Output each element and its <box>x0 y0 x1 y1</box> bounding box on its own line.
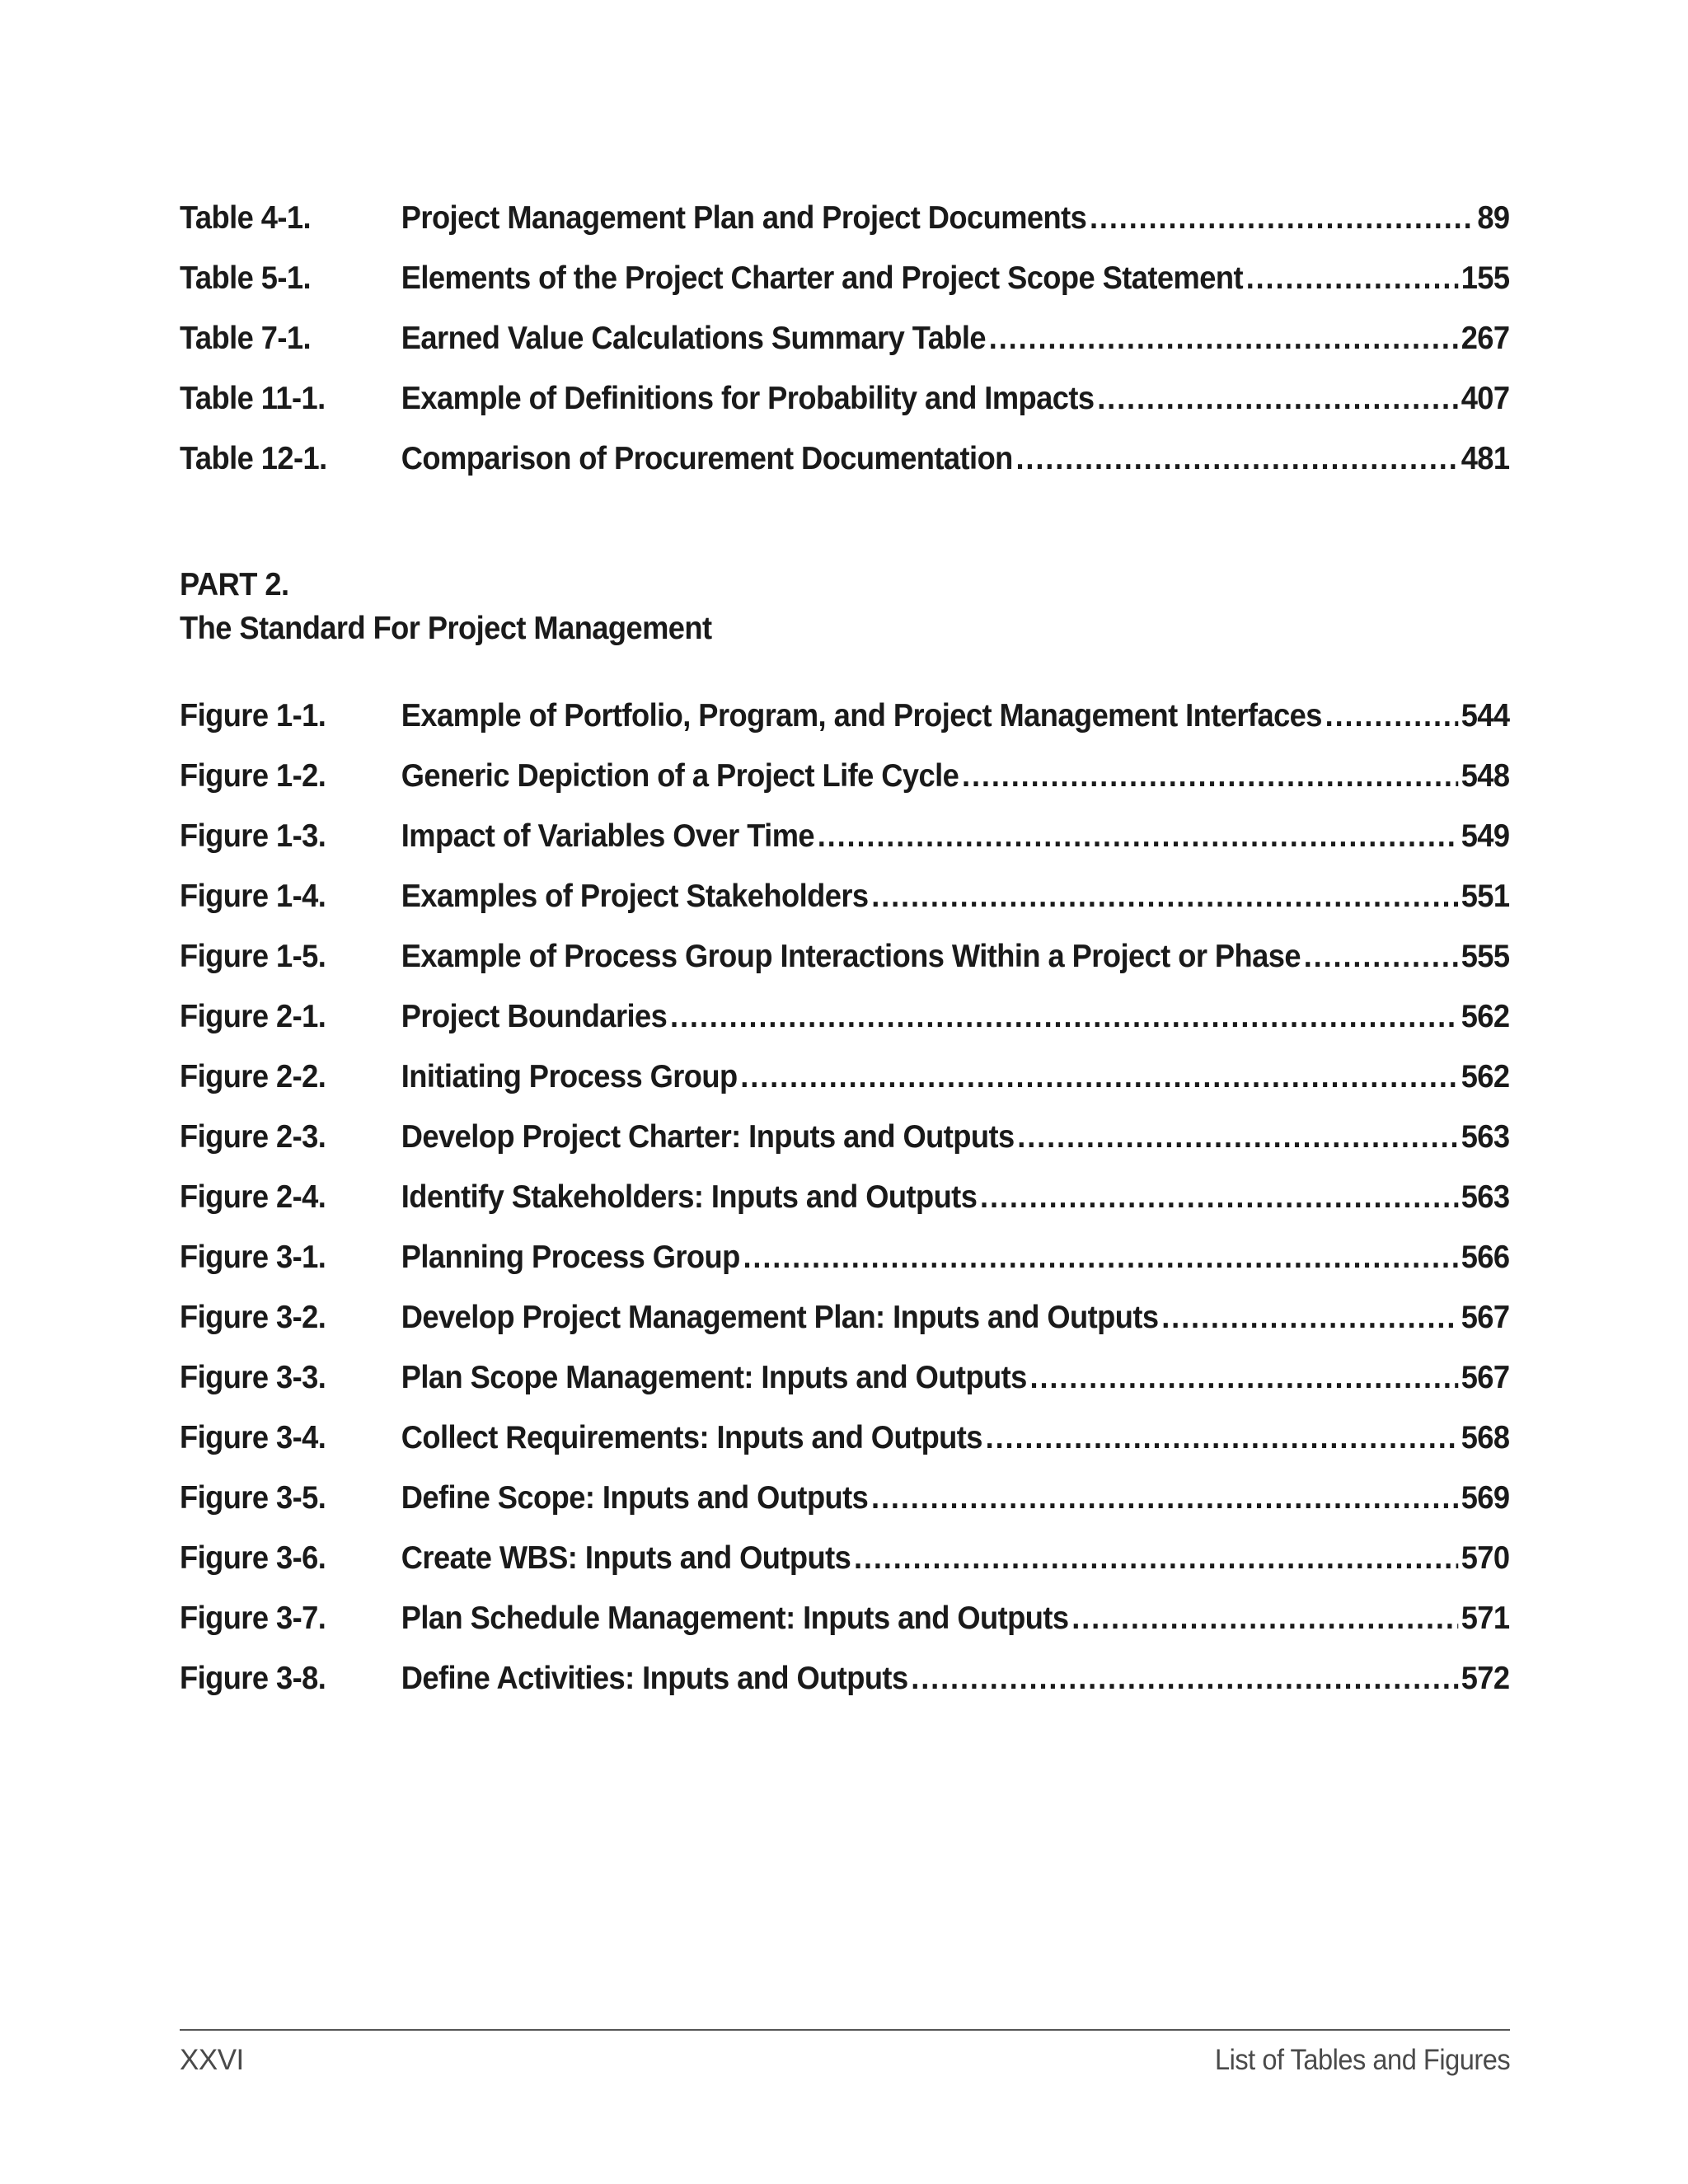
dot-leader <box>818 806 1458 866</box>
footer-page-numeral: XXVI <box>180 2044 244 2076</box>
figures-list <box>180 686 1510 1708</box>
entry-title: Plan Scope Management: Inputs and Outputs <box>401 1360 1027 1395</box>
entry-title: Planning Process Group <box>401 1240 740 1275</box>
part-number: PART 2. <box>180 567 289 602</box>
entry-title: Comparison of Procurement Documentation <box>401 441 1013 476</box>
entry-title: Generic Depiction of a Project Life Cycle <box>401 758 959 794</box>
toc-entry[interactable] <box>180 1227 1510 1287</box>
dot-leader <box>1017 1107 1458 1167</box>
dot-leader <box>1304 926 1458 987</box>
toc-entry[interactable] <box>180 308 1510 368</box>
dot-leader <box>962 746 1458 806</box>
dot-leader <box>871 1468 1458 1528</box>
entry-label: Figure 2-4. <box>180 1179 326 1215</box>
toc-entry[interactable] <box>180 1047 1510 1107</box>
dot-leader <box>1071 1588 1458 1648</box>
entry-title: Collect Requirements: Inputs and Outputs <box>401 1420 982 1455</box>
entry-title: Plan Schedule Management: Inputs and Outputs <box>401 1601 1069 1636</box>
entry-label: Figure 1-4. <box>180 879 326 914</box>
toc-entry[interactable] <box>180 188 1510 248</box>
dot-leader <box>854 1528 1458 1588</box>
dot-leader <box>1090 188 1475 248</box>
toc-entry[interactable] <box>180 1107 1510 1167</box>
dot-leader <box>911 1648 1458 1708</box>
entry-label: Table 12-1. <box>180 441 327 476</box>
toc-entry[interactable] <box>180 866 1510 926</box>
entry-title: Define Scope: Inputs and Outputs <box>401 1480 869 1516</box>
entry-label: Figure 3-7. <box>180 1601 326 1636</box>
toc-entry[interactable] <box>180 987 1510 1047</box>
entry-label: Table 7-1. <box>180 321 312 356</box>
dot-leader <box>980 1167 1458 1227</box>
toc-entry[interactable] <box>180 248 1510 308</box>
footer-divider <box>180 2029 1510 2031</box>
entry-label: Figure 2-1. <box>180 999 326 1034</box>
part-title: The Standard For Project Management <box>180 611 712 646</box>
toc-entry[interactable] <box>180 926 1510 987</box>
entry-title: Elements of the Project Charter and Project Scope Statement <box>401 260 1243 296</box>
entry-title: Project Management Plan and Project Documents <box>401 200 1087 236</box>
dot-leader <box>743 1227 1458 1287</box>
entry-label: Table 11-1. <box>180 381 326 416</box>
toc-entry[interactable] <box>180 1408 1510 1468</box>
toc-entry[interactable] <box>180 1167 1510 1227</box>
toc-entry[interactable] <box>180 1588 1510 1648</box>
toc-entry[interactable] <box>180 368 1510 429</box>
entry-page-number: 548 <box>1461 758 1510 794</box>
entry-title: Develop Project Management Plan: Inputs and Outputs <box>401 1300 1159 1335</box>
entry-title: Example of Portfolio, Program, and Project Management Interfaces <box>401 698 1322 733</box>
entry-page-number: 568 <box>1461 1420 1510 1455</box>
entry-label: Table 5-1. <box>180 260 312 296</box>
entry-page-number: 407 <box>1461 381 1510 416</box>
entry-page-number: 562 <box>1461 1059 1510 1094</box>
entry-page-number: 551 <box>1461 879 1510 914</box>
entry-label: Figure 1-3. <box>180 818 326 854</box>
entry-title: Impact of Variables Over Time <box>401 818 815 854</box>
entry-page-number: 569 <box>1461 1480 1510 1516</box>
entry-page-number: 563 <box>1461 1179 1510 1215</box>
toc-entry[interactable] <box>180 686 1510 746</box>
dot-leader <box>871 866 1458 926</box>
entry-page-number: 567 <box>1461 1300 1510 1335</box>
entry-label: Figure 2-3. <box>180 1119 326 1155</box>
entry-title: Develop Project Charter: Inputs and Outputs <box>401 1119 1015 1155</box>
entry-title: Example of Definitions for Probability and Impacts <box>401 381 1095 416</box>
entry-title: Examples of Project Stakeholders <box>401 879 869 914</box>
toc-entry[interactable] <box>180 429 1510 489</box>
entry-page-number: 567 <box>1461 1360 1510 1395</box>
entry-title: Example of Process Group Interactions Within a Project or Phase <box>401 939 1301 974</box>
entry-label: Figure 2-2. <box>180 1059 326 1094</box>
dot-leader <box>1030 1347 1458 1408</box>
dot-leader <box>740 1047 1458 1107</box>
dot-leader <box>1097 368 1458 429</box>
entry-page-number: 562 <box>1461 999 1510 1034</box>
entry-page-number: 481 <box>1461 441 1510 476</box>
dot-leader <box>1015 429 1457 489</box>
part-heading <box>180 563 1417 650</box>
entry-page-number: 572 <box>1461 1661 1510 1696</box>
toc-entry[interactable] <box>180 806 1510 866</box>
entry-page-number: 155 <box>1461 260 1510 296</box>
entry-title: Create WBS: Inputs and Outputs <box>401 1540 851 1576</box>
dot-leader <box>1161 1287 1458 1347</box>
entry-label: Figure 3-4. <box>180 1420 326 1455</box>
entry-label: Figure 3-5. <box>180 1480 326 1516</box>
entry-label: Figure 1-5. <box>180 939 326 974</box>
entry-page-number: 549 <box>1461 818 1510 854</box>
entry-title: Initiating Process Group <box>401 1059 738 1094</box>
toc-entry[interactable] <box>180 746 1510 806</box>
dot-leader <box>986 1408 1458 1468</box>
entry-label: Figure 3-8. <box>180 1661 326 1696</box>
entry-label: Figure 3-2. <box>180 1300 326 1335</box>
entry-title: Project Boundaries <box>401 999 668 1034</box>
entry-page-number: 566 <box>1461 1240 1510 1275</box>
tables-list <box>180 188 1510 489</box>
entry-page-number: 89 <box>1477 200 1510 236</box>
entry-label: Figure 3-3. <box>180 1360 326 1395</box>
toc-entry[interactable] <box>180 1528 1510 1588</box>
entry-label: Table 4-1. <box>180 200 312 236</box>
dot-leader <box>670 987 1458 1047</box>
entry-title: Earned Value Calculations Summary Table <box>401 321 987 356</box>
dot-leader <box>1325 686 1458 746</box>
dot-leader <box>1246 248 1458 308</box>
entry-label: Figure 3-1. <box>180 1240 326 1275</box>
dot-leader <box>989 308 1458 368</box>
entry-page-number: 571 <box>1461 1601 1510 1636</box>
entry-title: Define Activities: Inputs and Outputs <box>401 1661 908 1696</box>
entry-page-number: 563 <box>1461 1119 1510 1155</box>
entry-label: Figure 1-1. <box>180 698 326 733</box>
entry-label: Figure 3-6. <box>180 1540 326 1576</box>
entry-page-number: 267 <box>1461 321 1510 356</box>
entry-title: Identify Stakeholders: Inputs and Outputs <box>401 1179 978 1215</box>
footer-section-title: List of Tables and Figures <box>1214 2044 1510 2076</box>
toc-entry[interactable] <box>180 1287 1510 1347</box>
toc-entry[interactable] <box>180 1648 1510 1708</box>
entry-page-number: 555 <box>1461 939 1510 974</box>
entry-page-number: 544 <box>1461 698 1510 733</box>
entry-label: Figure 1-2. <box>180 758 326 794</box>
entry-page-number: 570 <box>1461 1540 1510 1576</box>
toc-entry[interactable] <box>180 1468 1510 1528</box>
toc-entry[interactable] <box>180 1347 1510 1408</box>
